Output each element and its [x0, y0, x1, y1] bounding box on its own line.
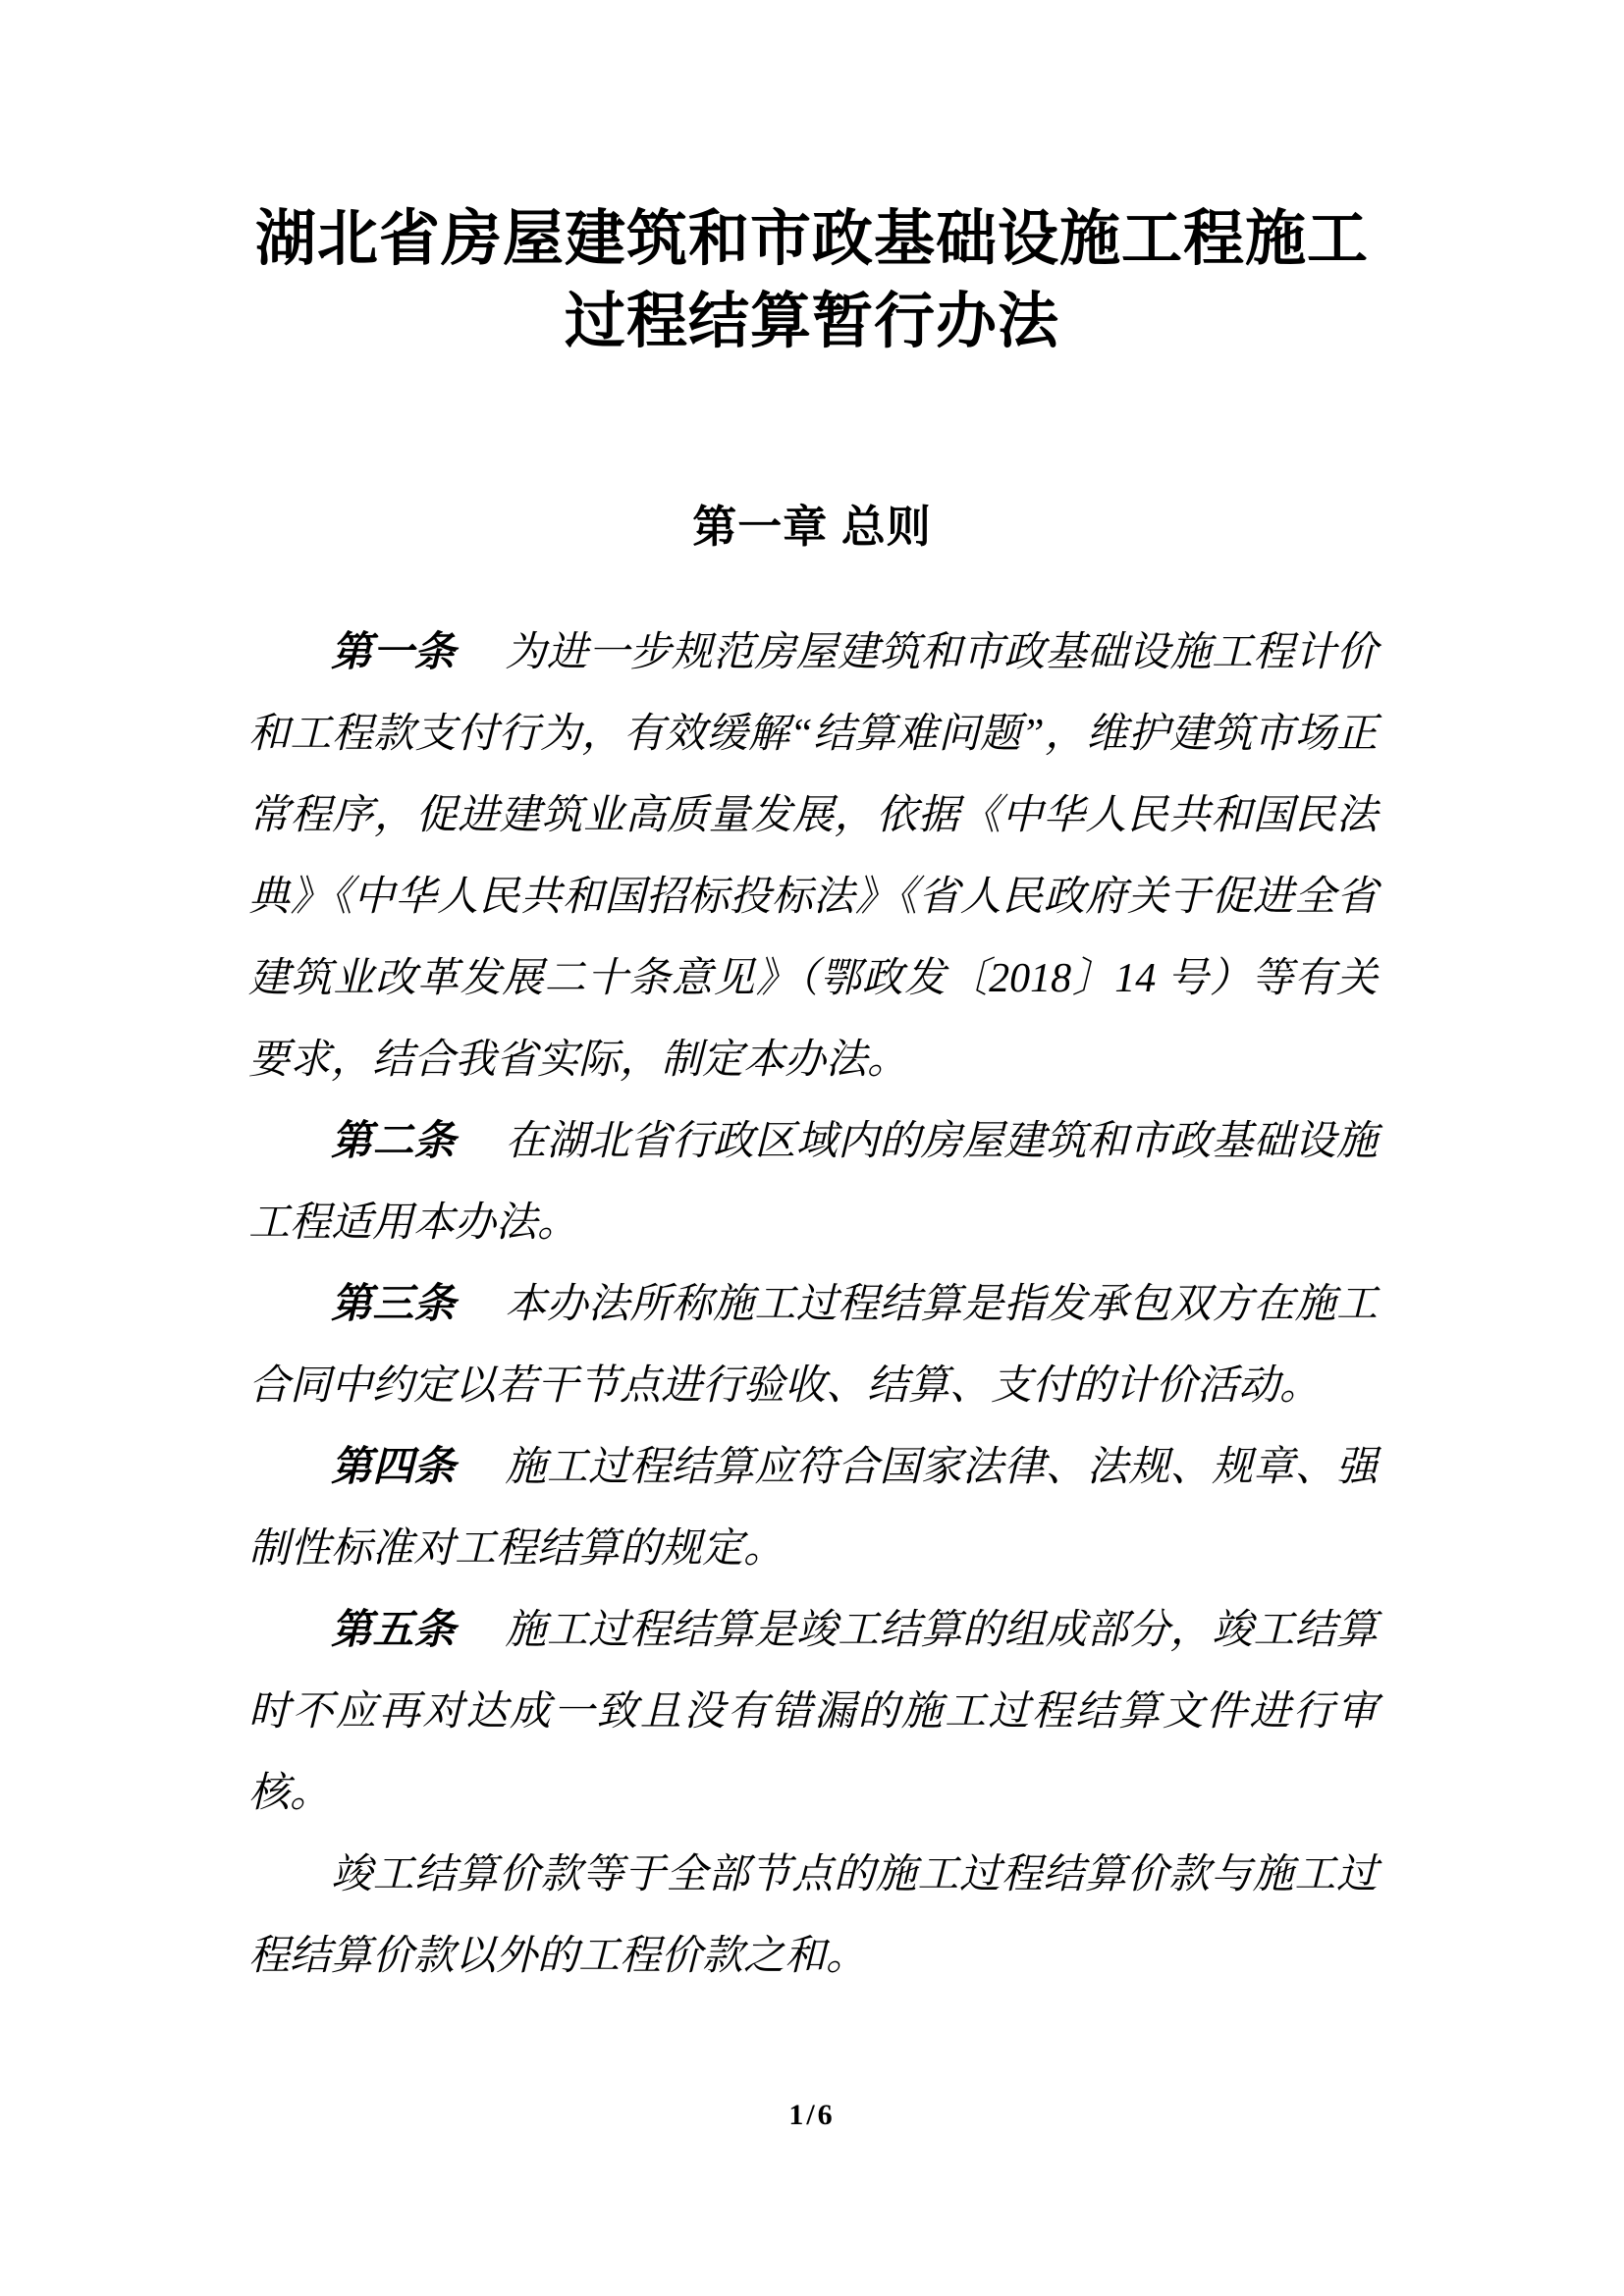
document-title-line-1: 湖北省房屋建筑和市政基础设施工程施工	[254, 206, 1369, 273]
clause-text: 施工过程结算是竣工结算的组成部分，竣工结算时不应再对达成一致且没有错漏的施工过程结算文件进行审核。	[248, 1608, 1378, 1816]
clause-paragraph	[248, 1264, 1378, 1427]
document-title	[88, 198, 1536, 363]
document-body	[248, 613, 1378, 1998]
clause-label: 第三条	[331, 1282, 456, 1327]
clause-paragraph	[248, 1427, 1378, 1590]
document-title-line-2: 过程结算暂行办法	[564, 289, 1059, 355]
clause-paragraph	[248, 613, 1378, 1101]
clause-text: 本办法所称施工过程结算是指发承包双方在施工合同中约定以若干节点进行验收、结算、支付的计价活动。	[248, 1282, 1378, 1409]
clause-text: 为进一步规范房屋建筑和市政基础设施工程计价和工程款支付行为，有效缓解“结算难问题”，维护建筑市场正常程序，促进建筑业高质量发展，依据《中华人民共和国民法典》《中华人民共和国招标投标法》《省人民政府关于促进全省建筑业改革发展二十条意见》（鄂政发〔2018〕14 号）等有关要求，结合我省实际，制定本办法。	[248, 630, 1378, 1083]
clause-paragraph	[248, 1835, 1378, 1998]
clause-text: 在湖北省行政区域内的房屋建筑和市政基础设施工程适用本办法。	[248, 1119, 1378, 1246]
clause-paragraph	[248, 1590, 1378, 1835]
clause-label: 第二条	[331, 1119, 456, 1164]
clause-label: 第四条	[331, 1445, 456, 1490]
clause-label: 第五条	[331, 1608, 456, 1653]
clause-paragraph	[248, 1101, 1378, 1264]
clause-label: 第一条	[331, 630, 456, 675]
clause-text: 施工过程结算应符合国家法律、法规、规章、强制性标准对工程结算的规定。	[248, 1445, 1378, 1572]
chapter-heading: 第一章 总则	[692, 502, 932, 552]
clause-text: 竣工结算价款等于全部节点的施工过程结算价款与施工过程结算价款以外的工程价款之和。	[248, 1852, 1378, 1979]
page-number: 1/6	[788, 2099, 836, 2131]
